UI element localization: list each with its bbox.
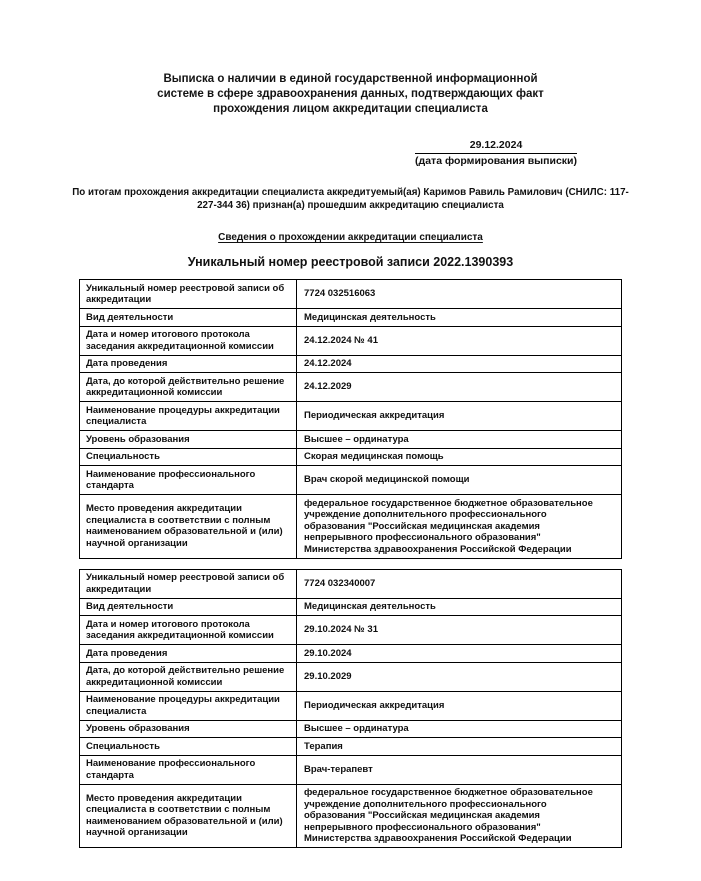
field-value-cell: 7724 032340007 [297,569,622,598]
formation-date-caption: (дата формирования выписки) [415,155,577,167]
table-row [80,431,622,449]
field-label-cell: Уникальный номер реестровой записи об аккредитации [80,569,297,598]
table-row [80,616,622,645]
field-label-cell: Специальность [80,738,297,756]
table-row [80,598,622,616]
formation-date-block [415,139,577,168]
field-value-cell: 24.12.2024 № 41 [297,326,622,355]
field-label-cell: Место проведения аккредитации специалиста в соответствии с полным наименованием образовательной и (или) научной организации [80,784,297,848]
field-value-cell: Периодическая аккредитация [297,691,622,720]
field-label-cell: Вид деятельности [80,598,297,616]
table-row [80,326,622,355]
field-value-cell: Врач скорой медицинской помощи [297,466,622,495]
field-value-cell: 29.10.2024 № 31 [297,616,622,645]
field-label-cell: Место проведения аккредитации специалиста в соответствии с полным наименованием образовательной и (или) научной организации [80,495,297,559]
field-value-cell: 29.10.2029 [297,662,622,691]
formation-date-value: 29.12.2024 [415,139,577,154]
field-label-cell: Наименование профессионального стандарта [80,755,297,784]
field-label-cell: Дата и номер итогового протокола заседания аккредитационной комиссии [80,326,297,355]
field-value-cell: 24.12.2024 [297,355,622,373]
field-value-cell: 24.12.2029 [297,373,622,402]
field-value-cell: Периодическая аккредитация [297,402,622,431]
field-label-cell: Уровень образования [80,720,297,738]
table-row [80,495,622,559]
field-label-cell: Дата проведения [80,355,297,373]
field-value-cell: Врач-терапевт [297,755,622,784]
field-label-cell: Наименование процедуры аккредитации специалиста [80,691,297,720]
table-row [80,280,622,309]
registry-number-heading: Уникальный номер реестровой записи 2022.1390393 [187,255,514,269]
table-row [80,373,622,402]
field-label-cell: Дата и номер итогового протокола заседания аккредитационной комиссии [80,616,297,645]
table-row [80,355,622,373]
accreditation-result-paragraph: По итогам прохождения аккредитации специалиста аккредитуемый(ая) Каримов Равиль Рамилович (СНИЛС: 117-227-344 36) признан(а) прошедшим аккредитацию специалиста [72,187,629,211]
table-row [80,691,622,720]
table-row [80,784,622,848]
field-label-cell: Дата проведения [80,645,297,663]
field-value-cell: федеральное государственное бюджетное образовательное учреждение дополнительного профессионального образования "Российская медицинская академия непрерывного профессионального образования" Министерства здравоохранения Российской Федерации [297,495,622,559]
field-value-cell: Медицинская деятельность [297,598,622,616]
table-row [80,569,622,598]
field-value-cell: 7724 032516063 [297,280,622,309]
field-label-cell: Специальность [80,448,297,466]
field-value-cell: Высшее – ординатура [297,720,622,738]
field-value-cell: Терапия [297,738,622,756]
table-row [80,466,622,495]
table-row [80,645,622,663]
table-row [80,738,622,756]
field-value-cell: федеральное государственное бюджетное образовательное учреждение дополнительного профессионального образования "Российская медицинская академия непрерывного профессионального образования" Министерства здравоохранения Российской Федерации [297,784,622,848]
table-row [80,402,622,431]
field-label-cell: Уникальный номер реестровой записи об аккредитации [80,280,297,309]
field-label-cell: Дата, до которой действительно решение аккредитационной комиссии [80,662,297,691]
table-row [80,448,622,466]
table-row [80,720,622,738]
field-label-cell: Дата, до которой действительно решение аккредитационной комиссии [80,373,297,402]
table-row [80,309,622,327]
table-row [80,662,622,691]
field-label-cell: Вид деятельности [80,309,297,327]
field-label-cell: Уровень образования [80,431,297,449]
field-value-cell: 29.10.2024 [297,645,622,663]
field-label-cell: Наименование профессионального стандарта [80,466,297,495]
accreditation-record-table-1 [79,279,622,559]
accreditation-record-table-2 [79,569,622,849]
table-row [80,755,622,784]
section-heading: Сведения о прохождении аккредитации специалиста [218,232,483,243]
document-title: Выписка о наличии в единой государственной информационной системе в сфере здравоохранения данных, подтверждающих факт прохождения лицом аккредитации специалиста [157,73,544,115]
field-value-cell: Высшее – ординатура [297,431,622,449]
field-value-cell: Скорая медицинская помощь [297,448,622,466]
field-value-cell: Медицинская деятельность [297,309,622,327]
field-label-cell: Наименование процедуры аккредитации специалиста [80,402,297,431]
